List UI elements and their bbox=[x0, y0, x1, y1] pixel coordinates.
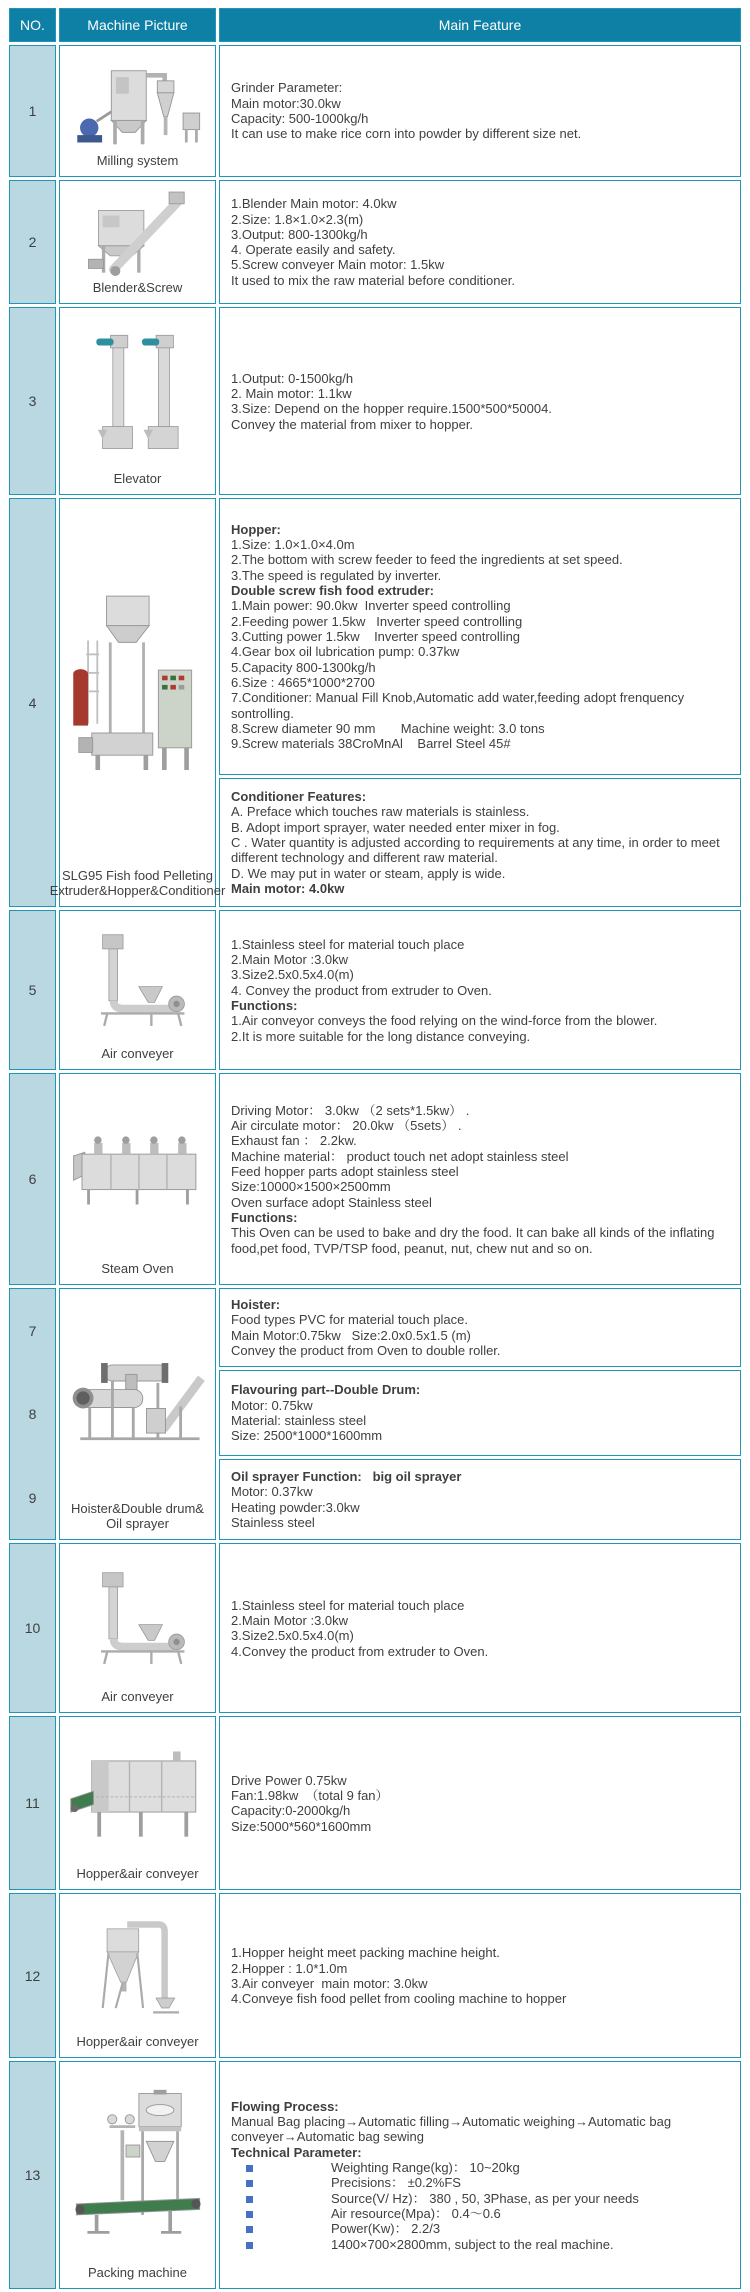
feature-text: 1.Stainless steel for material touch place bbox=[231, 1597, 465, 1613]
feature-line bbox=[231, 257, 730, 272]
feature-text: 2.It is more suitable for the long distance conveying. bbox=[231, 1028, 531, 1044]
feature-line bbox=[231, 227, 730, 242]
feature-line bbox=[231, 881, 730, 896]
feature-line bbox=[231, 1428, 730, 1443]
feature-text: 8.Screw diameter 90 mm Machine weight: 3.0 tons bbox=[231, 720, 545, 736]
row-number-cell bbox=[9, 1543, 56, 1713]
row-number: 10 bbox=[24, 1620, 41, 1637]
feature-text: Fan:1.98kw （total 9 fan） bbox=[231, 1788, 389, 1803]
machine-illustration-oven bbox=[62, 1080, 213, 1260]
bullet-square-icon bbox=[246, 2242, 253, 2249]
bullet-square-icon bbox=[246, 2180, 253, 2187]
feature-text: Conditioner Features: bbox=[231, 789, 367, 805]
feature-text: 2.Main Motor :3.0kw bbox=[231, 952, 349, 967]
feature-text: Driving Motor： 3.0kw （2 sets*1.5kw） . bbox=[231, 1102, 470, 1118]
feature-line bbox=[231, 537, 730, 552]
feature-line bbox=[231, 2160, 730, 2175]
feature-text: Capacity:0-2000kg/h bbox=[231, 1803, 351, 1819]
feature-text: It can use to make rice corn into powder by different size net. bbox=[231, 126, 582, 142]
feature-text: 5.Capacity 800-1300kg/h bbox=[231, 659, 376, 675]
feature-line bbox=[231, 386, 730, 401]
machine-illustration-airconveyer bbox=[62, 1550, 213, 1688]
feature-text: Motor: 0.75kw bbox=[231, 1397, 313, 1413]
machine-picture-cell bbox=[59, 910, 216, 1070]
feature-line bbox=[231, 690, 730, 721]
machine-caption: Hoister&Double drum& Oil sprayer bbox=[71, 1501, 204, 1532]
table-row bbox=[9, 307, 741, 495]
feature-line bbox=[231, 1118, 730, 1133]
feature-text: It used to mix the raw material before conditioner. bbox=[231, 272, 515, 288]
feature-text: Technical Parameter: bbox=[231, 2144, 362, 2160]
feature-text: Machine material： product touch net adopt stainless steel bbox=[231, 1148, 569, 1164]
machine-illustration-milling bbox=[62, 52, 213, 152]
bullet-square-icon bbox=[246, 2211, 253, 2218]
machine-picture-cell bbox=[59, 180, 216, 304]
machine-picture-cell bbox=[59, 1716, 216, 1890]
feature-text: 2.The bottom with screw feeder to feed the ingredients at set speed. bbox=[231, 552, 623, 568]
row-number: 8 bbox=[28, 1406, 37, 1423]
feature-line bbox=[231, 2099, 730, 2114]
header-main-feature: Main Feature bbox=[219, 8, 741, 42]
machine-caption: Steam Oven bbox=[101, 1261, 174, 1277]
feature-line bbox=[231, 1382, 730, 1397]
machine-picture-cell bbox=[59, 2061, 216, 2289]
feature-line bbox=[231, 212, 730, 227]
row-number-cell bbox=[9, 1073, 56, 1285]
feature-line bbox=[231, 2114, 730, 2145]
row-number: 2 bbox=[28, 234, 37, 251]
feature-line bbox=[231, 1413, 730, 1428]
feature-text: 3.The speed is regulated by inverter. bbox=[231, 567, 442, 583]
feature-line bbox=[231, 614, 730, 629]
feature-line bbox=[231, 96, 730, 111]
feature-line bbox=[231, 1297, 730, 1312]
feature-text: Food types PVC for material touch place. bbox=[231, 1312, 469, 1328]
feature-line bbox=[231, 820, 730, 835]
feature-line bbox=[231, 1469, 730, 1484]
feature-text: 2.Hopper : 1.0*1.0m bbox=[231, 1960, 348, 1976]
feature-line bbox=[231, 835, 730, 866]
feature-text: Heating powder:3.0kw bbox=[231, 1499, 360, 1515]
machine-illustration-hoister bbox=[62, 1295, 213, 1500]
feature-line bbox=[231, 80, 730, 95]
feature-cell bbox=[219, 1370, 741, 1456]
row-number-cell bbox=[9, 2061, 56, 2289]
feature-text: Main motor: 4.0kw bbox=[231, 881, 345, 896]
machine-illustration-packing bbox=[62, 2068, 213, 2264]
feature-line bbox=[231, 522, 730, 537]
machine-picture-cell bbox=[49, 498, 226, 907]
feature-text: A. Preface which touches raw materials is stainless. bbox=[231, 804, 530, 820]
feature-line bbox=[231, 937, 730, 952]
feature-text: Oil sprayer Function: big oil sprayer bbox=[231, 1468, 462, 1484]
feature-text: Flavouring part--Double Drum: bbox=[231, 1382, 421, 1398]
machine-caption: Air conveyer bbox=[101, 1046, 174, 1062]
feature-line bbox=[231, 1398, 730, 1413]
feature-text: Functions: bbox=[231, 1209, 298, 1225]
row-number-cell bbox=[9, 45, 56, 177]
table-row bbox=[9, 180, 741, 304]
feature-line bbox=[231, 196, 730, 211]
feature-line bbox=[231, 1803, 730, 1818]
feature-line bbox=[231, 1991, 730, 2006]
machine-caption: Hopper&air conveyer bbox=[76, 1866, 199, 1882]
feature-text: 4. Operate easily and safety. bbox=[231, 242, 396, 258]
feature-line bbox=[231, 1013, 730, 1028]
feature-line bbox=[231, 2237, 730, 2252]
machine-picture-cell bbox=[59, 1543, 216, 1713]
feature-cell bbox=[219, 1288, 741, 1367]
feature-line bbox=[231, 2221, 730, 2236]
feature-line bbox=[231, 1773, 730, 1788]
feature-line bbox=[231, 1945, 730, 1960]
feature-line bbox=[231, 111, 730, 126]
feature-cell bbox=[219, 1716, 741, 1890]
feature-text: 4.Conveye fish food pellet from cooling machine to hopper bbox=[231, 1991, 567, 2007]
feature-cell bbox=[219, 910, 741, 1070]
header-machine-picture: Machine Picture bbox=[59, 8, 216, 42]
machine-caption: SLG95 Fish food Pelleting Extruder&Hopper&Conditioner bbox=[49, 868, 226, 899]
machine-caption: Elevator bbox=[113, 471, 162, 487]
row-number-cell bbox=[9, 1716, 56, 1890]
feature-line bbox=[231, 967, 730, 982]
table-row bbox=[9, 45, 741, 177]
machine-illustration-coolbox bbox=[62, 1723, 213, 1865]
feature-text: C . Water quantity is adjusted according to requirements at any time, in order to meet different technology and different raw material. bbox=[231, 835, 724, 866]
feature-line bbox=[231, 126, 730, 141]
feature-text: Motor: 0.37kw bbox=[231, 1484, 313, 1500]
feature-line bbox=[231, 1484, 730, 1499]
table-row bbox=[9, 2061, 741, 2289]
feature-text: Material: stainless steel bbox=[231, 1412, 367, 1428]
machine-illustration-airconveyer bbox=[62, 917, 213, 1045]
feature-line bbox=[231, 736, 730, 751]
feature-text: Feed hopper parts adopt stainless steel bbox=[231, 1164, 459, 1179]
feature-text: 4.Gear box oil lubrication pump: 0.37kw bbox=[231, 644, 460, 660]
feature-text: 4. Convey the product from extruder to Oven. bbox=[231, 982, 492, 998]
feature-text: Functions: bbox=[231, 997, 298, 1013]
feature-text: Source(V/ Hz)： 380 , 50, 3Phase, as per your needs bbox=[331, 2190, 639, 2206]
feature-line bbox=[231, 1961, 730, 1976]
feature-text: 5.Screw conveyer Main motor: 1.5kw bbox=[231, 257, 445, 273]
machine-caption: Blender&Screw bbox=[92, 280, 183, 296]
feature-text: Precisions： ±0.2%FS bbox=[331, 2175, 461, 2191]
header-no: NO. bbox=[9, 8, 56, 42]
feature-line bbox=[231, 1500, 730, 1515]
feature-line bbox=[231, 1133, 730, 1148]
feature-text: 1400×700×2800mm, subject to the real machine. bbox=[331, 2236, 614, 2252]
feature-line bbox=[231, 242, 730, 257]
feature-line bbox=[231, 675, 730, 690]
machine-caption: Packing machine bbox=[88, 2265, 187, 2281]
feature-text: 1.Stainless steel for material touch place bbox=[231, 936, 465, 952]
feature-text: Hopper: bbox=[231, 521, 281, 537]
feature-text: Convey the product from Oven to double roller. bbox=[231, 1343, 501, 1359]
feature-line bbox=[231, 721, 730, 736]
feature-line bbox=[231, 1312, 730, 1327]
feature-text: Hoister: bbox=[231, 1297, 281, 1313]
feature-text: 1.Main power: 90.0kw Inverter speed controlling bbox=[231, 598, 511, 614]
feature-text: Double screw fish food extruder: bbox=[231, 583, 434, 599]
feature-line bbox=[231, 2145, 730, 2160]
row-number: 3 bbox=[28, 393, 37, 410]
machine-picture-cell bbox=[59, 1288, 216, 1540]
machine-picture-cell bbox=[59, 1893, 216, 2058]
feature-text: Size:10000×1500×2500mm bbox=[231, 1179, 391, 1195]
feature-line bbox=[231, 1343, 730, 1358]
feature-line bbox=[231, 568, 730, 583]
row-number: 13 bbox=[24, 2167, 41, 2184]
feature-line bbox=[231, 644, 730, 659]
feature-text: 3.Output: 800-1300kg/h bbox=[231, 226, 368, 242]
header-row bbox=[9, 8, 741, 42]
feature-text: Stainless steel bbox=[231, 1514, 315, 1530]
table-row bbox=[9, 1716, 741, 1890]
feature-text: 3.Size2.5x0.5x4.0(m) bbox=[231, 1628, 354, 1644]
feature-line bbox=[231, 804, 730, 819]
feature-line bbox=[231, 1628, 730, 1643]
table-row bbox=[9, 910, 741, 1070]
feature-text: 2.Size: 1.8×1.0×2.3(m) bbox=[231, 211, 364, 227]
feature-line bbox=[231, 629, 730, 644]
machine-illustration-blender bbox=[62, 187, 213, 279]
table-row bbox=[9, 1543, 741, 1713]
row-number: 1 bbox=[28, 103, 37, 119]
feature-text: Capacity: 500-1000kg/h bbox=[231, 111, 369, 126]
machine-caption: Milling system bbox=[96, 153, 179, 169]
feature-cell bbox=[219, 307, 741, 495]
feature-line bbox=[231, 1179, 730, 1194]
feature-text: 7.Conditioner: Manual Fill Knob,Automatic add water,feeding adopt frenquency sontrolling. bbox=[231, 690, 688, 721]
feature-text: 3.Size: Depend on the hopper require.1500*500*50004. bbox=[231, 401, 552, 417]
feature-line bbox=[231, 583, 730, 598]
feature-line bbox=[231, 598, 730, 613]
feature-text: Size:5000*560*1600mm bbox=[231, 1818, 372, 1834]
feature-line bbox=[231, 1515, 730, 1530]
feature-text: Oven surface adopt Stainless steel bbox=[231, 1194, 432, 1210]
feature-line bbox=[231, 1164, 730, 1179]
feature-line bbox=[231, 952, 730, 967]
feature-text: This Oven can be used to bake and dry the food. It can bake all kinds of the inflating food,pet food, TVP/TSP food, peanut, nut, chew nut and so on. bbox=[231, 1225, 719, 1256]
spec-table bbox=[6, 5, 744, 2292]
feature-line bbox=[231, 1225, 730, 1256]
bullet-square-icon bbox=[246, 2196, 253, 2203]
feature-text: Air circulate motor： 20.0kw （5sets） . bbox=[231, 1118, 462, 1134]
machine-illustration-hoppercyclone bbox=[62, 1900, 213, 2033]
row-number-cell bbox=[9, 180, 56, 304]
feature-text: B. Adopt import sprayer, water needed enter mixer in fog. bbox=[231, 819, 560, 835]
feature-line bbox=[231, 552, 730, 567]
feature-line bbox=[231, 983, 730, 998]
feature-line bbox=[231, 417, 730, 432]
feature-text: 2. Main motor: 1.1kw bbox=[231, 386, 352, 401]
feature-line bbox=[231, 998, 730, 1013]
feature-text: 1.Output: 0-1500kg/h bbox=[231, 370, 354, 386]
feature-cell bbox=[219, 1893, 741, 2058]
feature-line bbox=[231, 371, 730, 386]
feature-line bbox=[231, 789, 730, 804]
machine-picture-cell bbox=[59, 307, 216, 495]
feature-cell bbox=[219, 778, 741, 907]
feature-line bbox=[231, 1788, 730, 1803]
feature-text: 3.Size2.5x0.5x4.0(m) bbox=[231, 967, 354, 983]
feature-text: 9.Screw materials 38CroMnAl Barrel Steel 45# bbox=[231, 736, 511, 752]
feature-cell bbox=[219, 180, 741, 304]
feature-cell bbox=[219, 1459, 741, 1541]
feature-line bbox=[231, 1644, 730, 1659]
feature-line bbox=[231, 401, 730, 416]
feature-text: Manual Bag placing→Automatic filling→Automatic weighing→Automatic bag conveyer→Automatic bag sewing bbox=[231, 2114, 675, 2145]
row-number: 11 bbox=[25, 1795, 40, 1812]
feature-line bbox=[231, 1819, 730, 1834]
machine-picture-cell bbox=[59, 1073, 216, 1285]
feature-line bbox=[231, 2175, 730, 2190]
feature-line bbox=[231, 1328, 730, 1343]
feature-line bbox=[231, 1029, 730, 1044]
feature-text: 3.Cutting power 1.5kw Inverter speed controlling bbox=[231, 629, 521, 645]
row-number-cell bbox=[9, 307, 56, 495]
feature-text: 1.Blender Main motor: 4.0kw bbox=[231, 196, 397, 212]
feature-text: 2.Main Motor :3.0kw bbox=[231, 1613, 349, 1628]
row-number-cell bbox=[9, 1288, 56, 1540]
feature-text: Weighting Range(kg)： 10~20kg bbox=[331, 2160, 520, 2175]
feature-text: 1.Hopper height meet packing machine height. bbox=[231, 1945, 500, 1961]
feature-text: Exhaust fan ： 2.2kw. bbox=[231, 1133, 357, 1149]
row-number-cell bbox=[9, 498, 56, 907]
feature-line bbox=[231, 1149, 730, 1164]
table-row bbox=[9, 498, 741, 775]
feature-line bbox=[231, 866, 730, 881]
machine-illustration-elevator bbox=[62, 314, 213, 470]
feature-line bbox=[231, 1210, 730, 1225]
feature-text: Power(Kw)： 2.2/3 bbox=[331, 2221, 441, 2237]
bullet-square-icon bbox=[246, 2226, 253, 2233]
bullet-square-icon bbox=[246, 2165, 253, 2172]
feature-line bbox=[231, 1103, 730, 1118]
feature-cell bbox=[219, 498, 741, 775]
row-number: 9 bbox=[28, 1489, 37, 1506]
row-number: 4 bbox=[28, 694, 37, 711]
row-number-cell bbox=[9, 1893, 56, 2058]
feature-text: Air resource(Mpa)： 0.4～0.6 bbox=[331, 2205, 501, 2221]
feature-text: 6.Size : 4665*1000*2700 bbox=[231, 675, 375, 690]
feature-line bbox=[231, 660, 730, 675]
feature-text: 1.Air conveyor conveys the food relying on the wind-force from the blower. bbox=[231, 1013, 658, 1029]
table-row bbox=[9, 1073, 741, 1285]
feature-line bbox=[231, 273, 730, 288]
table-row bbox=[9, 1288, 741, 1367]
feature-cell bbox=[219, 1073, 741, 1285]
feature-text: Flowing Process: bbox=[231, 2098, 339, 2114]
feature-text: 1.Size: 1.0×1.0×4.0m bbox=[231, 537, 355, 553]
feature-text: D. We may put in water or steam, apply is wide. bbox=[231, 865, 506, 881]
feature-line bbox=[231, 1195, 730, 1210]
feature-cell bbox=[219, 2061, 741, 2289]
row-number: 7 bbox=[28, 1322, 37, 1339]
feature-line bbox=[231, 1613, 730, 1628]
machine-caption: Air conveyer bbox=[101, 1689, 174, 1705]
feature-text: 4.Convey the product from extruder to Oven. bbox=[231, 1643, 489, 1659]
feature-line bbox=[231, 1976, 730, 1991]
row-number: 12 bbox=[24, 1967, 41, 1984]
feature-text: Drive Power 0.75kw bbox=[231, 1772, 347, 1788]
feature-text: Grinder Parameter: bbox=[231, 80, 343, 96]
row-number-cell bbox=[9, 910, 56, 1070]
feature-text: Main motor:30.0kw bbox=[231, 95, 341, 111]
feature-line bbox=[231, 2206, 730, 2221]
feature-text: Size: 2500*1000*1600mm bbox=[231, 1428, 383, 1444]
feature-text: 2.Feeding power 1.5kw Inverter speed controlling bbox=[231, 613, 523, 629]
machine-caption: Hopper&air conveyer bbox=[76, 2034, 199, 2050]
row-number: 6 bbox=[28, 1171, 37, 1188]
feature-cell bbox=[219, 45, 741, 177]
machine-picture-cell bbox=[59, 45, 216, 177]
feature-line bbox=[231, 1598, 730, 1613]
feature-text: 3.Air conveyer main motor: 3.0kw bbox=[231, 1975, 428, 1991]
machine-illustration-extruder bbox=[62, 505, 213, 867]
feature-text: Main Motor:0.75kw Size:2.0x0.5x1.5 (m) bbox=[231, 1327, 471, 1343]
feature-line bbox=[231, 2191, 730, 2206]
feature-cell bbox=[219, 1543, 741, 1713]
row-number: 5 bbox=[28, 982, 37, 999]
feature-text: Convey the material from mixer to hopper. bbox=[231, 416, 474, 432]
table-row bbox=[9, 1893, 741, 2058]
